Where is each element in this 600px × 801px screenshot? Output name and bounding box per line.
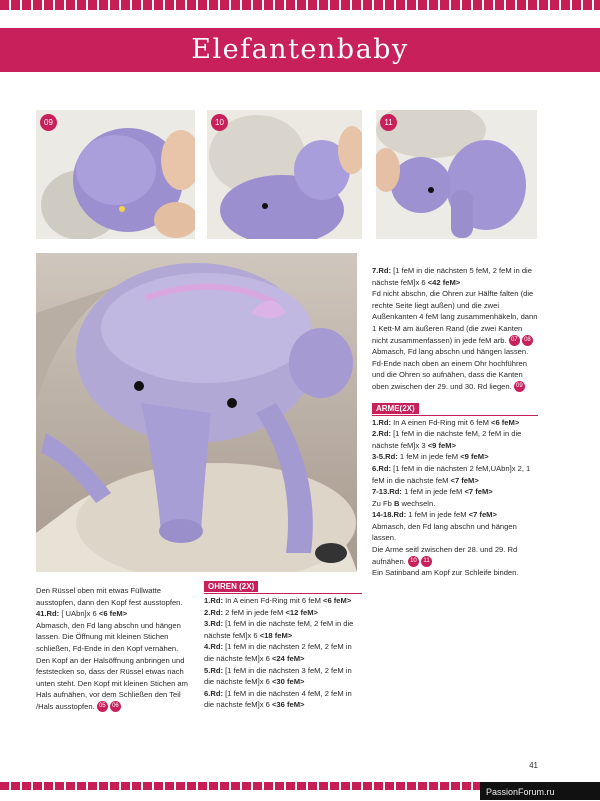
right-column	[372, 265, 538, 579]
ohren-row	[204, 688, 362, 711]
ref-badge: 11	[421, 556, 432, 567]
step-photo-09	[36, 110, 195, 239]
watermark-text: PassionForum.ru	[486, 787, 555, 797]
right-para-1	[372, 288, 538, 346]
arme-row	[372, 417, 538, 429]
section-rule	[204, 593, 362, 594]
row-7	[372, 265, 538, 288]
right-para-3: Abmasch, den Fd lang abschn und hängen lassen.	[372, 521, 517, 543]
ohren-column	[204, 581, 362, 711]
row-text: 1 feM in jede feM	[406, 510, 469, 520]
row-label: 3-5.Rd:	[372, 452, 398, 462]
row-text: [1 feM in die nächsten 2 feM,UAbn]x 2, 1 feM in die nächste feM	[372, 463, 531, 485]
top-ribbon	[0, 0, 600, 10]
elephant-photo	[36, 253, 357, 572]
row-count: <6 feM>	[98, 609, 128, 619]
ref-badge: 10	[408, 556, 419, 567]
ohren-row	[204, 595, 362, 607]
right-para-2	[372, 346, 538, 392]
row-count: <18 feM>	[259, 630, 293, 640]
row-label: 2.Rd:	[204, 607, 223, 617]
row-count: <12 feM>	[285, 607, 318, 617]
row-label: 1.Rd:	[372, 417, 391, 427]
row-text: In A einen Fd-Ring mit 6 feM	[222, 596, 324, 605]
left-para-3-text: Den Kopf an der Halsöffnung anbringen und feststecken so, dass der Rüssel etwas nach unten steht. Den Kopf mit kleinen Stichen am Hals aufnähen, vor dem Schließen den Teil /Hals ausstopfen.	[36, 655, 188, 711]
right-para-5: Ein Satinband am Kopf zur Schleife binden.	[372, 568, 519, 578]
row-text: [ UAbn]x 6	[59, 609, 99, 619]
row-label: 7.Rd:	[372, 266, 391, 275]
row-text: [1 feM in die nächste feM, 2 feM in die nächste feM]x 3	[372, 429, 522, 450]
row-text: 1 feM in jede feM	[397, 452, 461, 462]
row-text: [1 feM in die nächsten 3 feM, 2 feM in die nächste feM]x 6	[204, 665, 352, 687]
row-text: In A einen Fd-Ring mit 6 feM	[390, 417, 492, 427]
right-para-1-text: Fd nicht abschn, die Ohren zur Hälfte falten (die rechte Seite liegt außen) und die zwei Außenkanten 4 feM lang zusammenhäkeln, dann 1 Kett-M am äußeren Rand (die zwei Kanten nicht zusammenfassen) in jede feM arb.	[372, 289, 538, 345]
row-count: <6 feM>	[323, 596, 352, 605]
arme-row	[372, 463, 538, 486]
step-photo-10	[207, 110, 362, 239]
row-count: <24 feM>	[271, 653, 305, 663]
row-label: 4.Rd:	[204, 642, 223, 652]
row-count: <7 feM>	[450, 475, 479, 485]
photo-badge: 11	[380, 114, 397, 131]
row-text: 1 feM in jede feM	[401, 487, 465, 497]
row-text: [1 feM in die nächsten 2 feM, 2 feM in die nächste feM]x 6	[204, 642, 352, 663]
fb-letter: B	[393, 498, 400, 508]
ohren-row	[204, 665, 362, 688]
page-number: 41	[529, 761, 538, 770]
left-para-3	[36, 655, 194, 713]
color-change	[372, 498, 538, 510]
left-column	[36, 585, 194, 713]
row-count: <30 feM>	[271, 677, 305, 687]
photo-badge: 09	[40, 114, 57, 131]
row-count: <7 feM>	[468, 510, 497, 520]
ref-badge: 06	[110, 701, 121, 712]
arme-row	[372, 428, 538, 451]
ref-badge: 08	[522, 335, 533, 346]
ref-badge: 09	[514, 381, 525, 392]
step-photo-11	[376, 110, 537, 239]
fb-text: Zu Fb	[372, 498, 394, 508]
ref-badge: 05	[97, 701, 108, 712]
right-para-4-text: Die Arme seitl zwischen der 28. und 29. Rd aufnähen.	[372, 545, 518, 566]
ohren-row	[204, 641, 362, 664]
photo-11-image	[376, 110, 537, 239]
row-count: <7 feM>	[464, 487, 493, 497]
row-text: [1 feM in die nächste feM, 2 feM in die nächste feM]x 6	[204, 619, 354, 640]
ohren-row	[204, 618, 362, 641]
watermark	[480, 782, 600, 800]
ohren-row	[204, 607, 362, 619]
row-41	[36, 608, 194, 620]
left-intro: Den Rüssel oben mit etwas Füllwatte ausstopfen, dann den Kopf fest ausstopfen.	[36, 586, 183, 607]
ref-badge: 07	[509, 335, 520, 346]
arme-row	[372, 486, 538, 498]
row-text: [1 feM in die nächsten 5 feM, 2 feM in die nächste feM]x 6	[372, 266, 532, 287]
row-label: 5.Rd:	[204, 665, 223, 675]
photo-09-image	[36, 110, 195, 239]
right-para-2-text: Abmasch, Fd lang abschn und hängen lassen. Fd-Ende nach oben an einem Ohr hochführen und die Ohren so aufnähen, dass die Kanten oben zwischen der 29. und 30. Rd liegen.	[372, 347, 529, 391]
row-label: 6.Rd:	[204, 688, 223, 698]
row-count: <9 feM>	[427, 440, 456, 450]
row-label: 1.Rd:	[204, 596, 223, 605]
photo-10-image	[207, 110, 362, 239]
row-label: 7-13.Rd:	[372, 487, 402, 497]
spacer	[372, 393, 538, 403]
row-label: 2.Rd:	[372, 429, 391, 439]
row-count: <36 feM>	[271, 700, 305, 710]
fb-text-2: wechseln.	[399, 498, 436, 508]
page-title: Elefantenbaby	[191, 34, 409, 65]
row-label: 41.Rd:	[36, 609, 60, 619]
row-text: [1 feM in die nächsten 4 feM, 2 feM in die nächste feM]x 6	[204, 688, 352, 710]
row-count: <9 feM>	[460, 452, 489, 462]
row-text: 2 feM in jede feM	[222, 607, 286, 617]
row-label: 6.Rd:	[372, 463, 391, 473]
right-para-4	[372, 544, 538, 567]
photo-badge: 10	[211, 114, 228, 131]
row-label: 3.Rd:	[204, 619, 223, 629]
row-count: <6 feM>	[491, 417, 520, 427]
row-14-18	[372, 509, 538, 521]
row-label: 14-18.Rd:	[372, 510, 407, 520]
arme-row	[372, 451, 538, 463]
section-heading-ohren: OHREN (2X)	[204, 581, 258, 592]
main-photo	[36, 253, 357, 572]
title-banner	[0, 28, 600, 72]
section-rule	[372, 415, 538, 416]
section-heading-arme: ARME(2X)	[372, 403, 419, 414]
row-count: <42 feM>	[427, 277, 461, 287]
left-para-2: Abmasch, den Fd lang abschn und hängen lassen. Die Öffnung mit kleinen Stichen schließen, Fd-Ende in den Kopf vernähen.	[36, 620, 181, 653]
